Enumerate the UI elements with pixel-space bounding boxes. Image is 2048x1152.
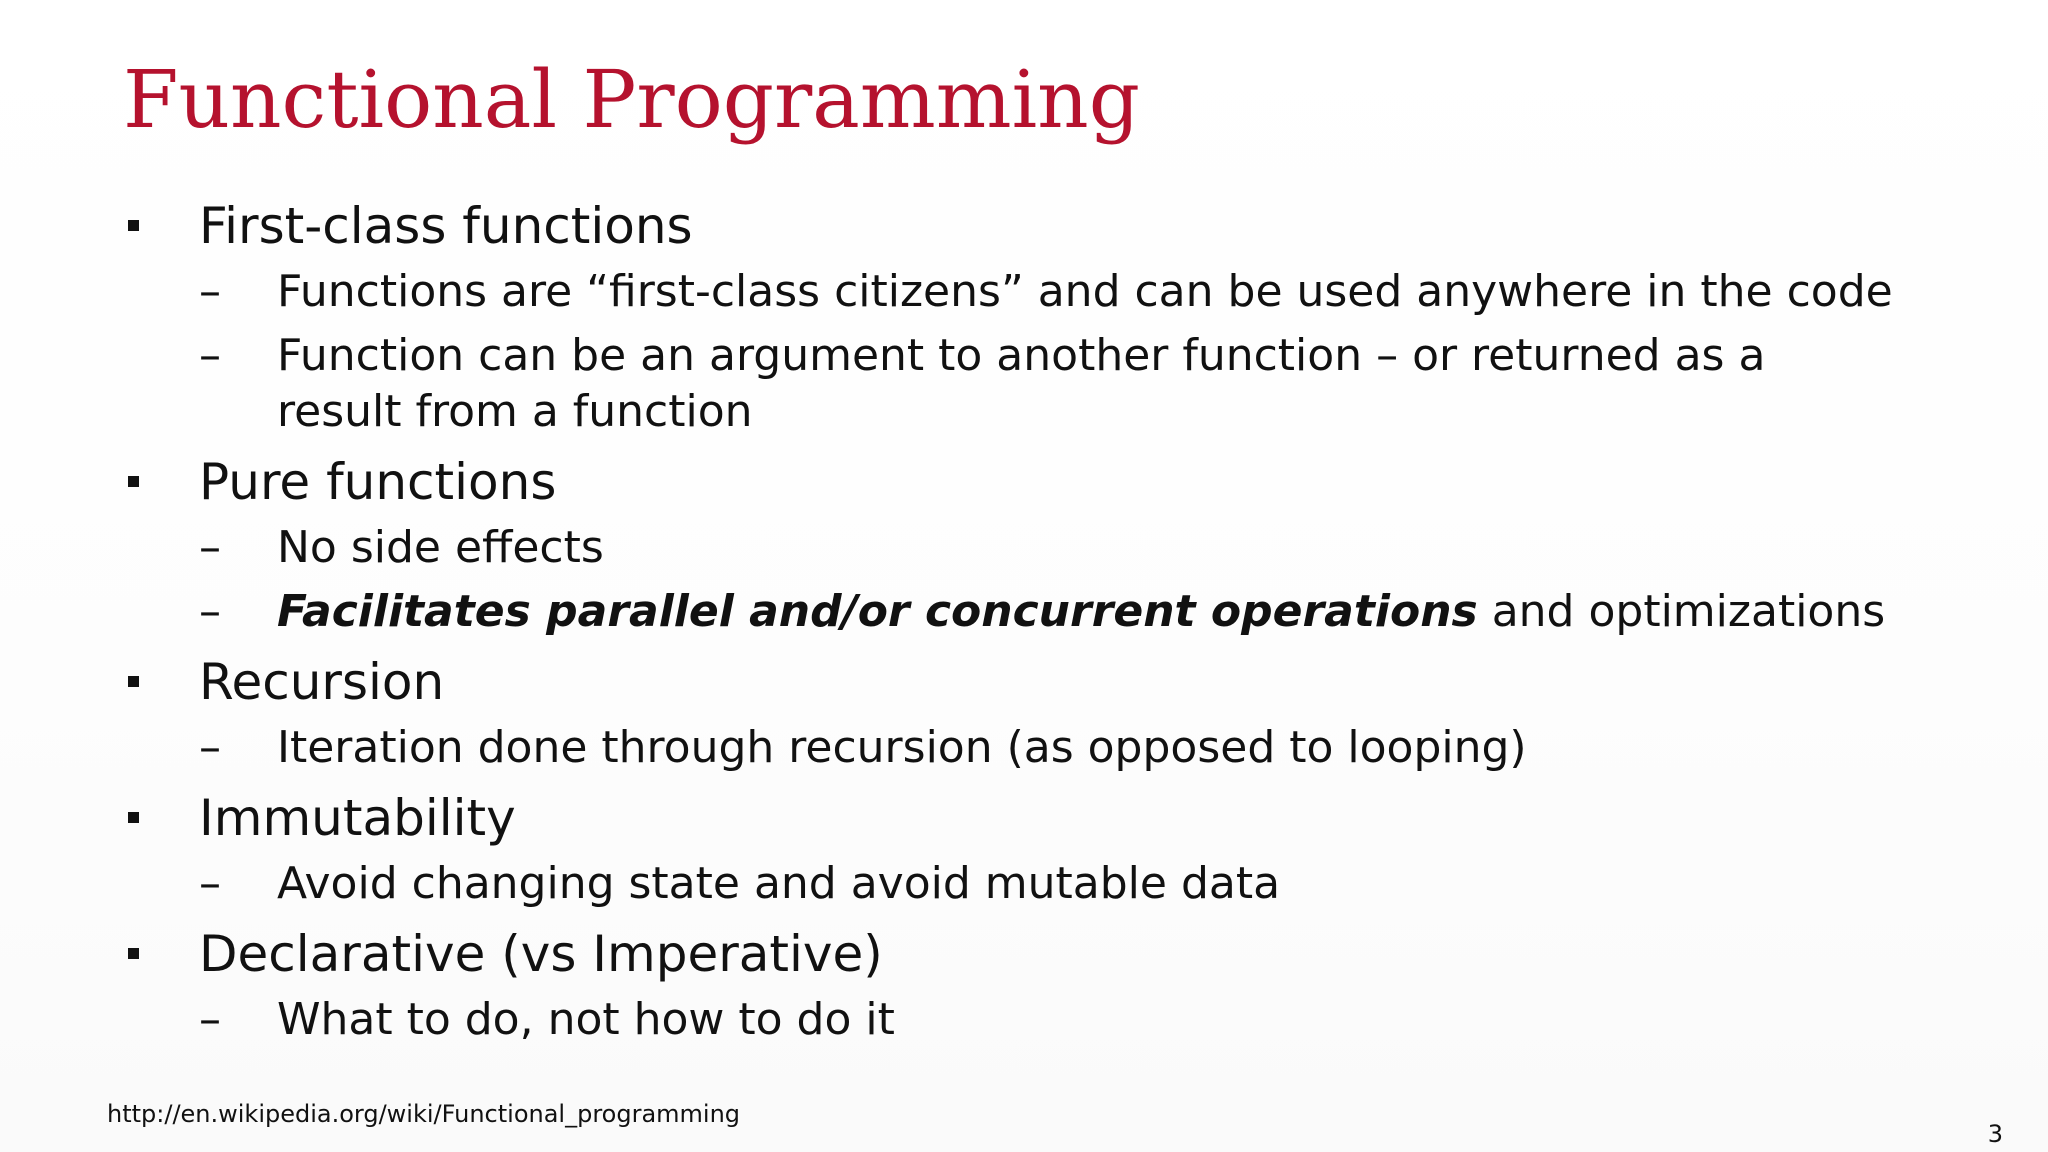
- source-link[interactable]: http://en.wikipedia.org/wiki/Functional_programming: [107, 1100, 741, 1128]
- bullet-immutability: [0, 784, 2048, 852]
- page-number: 3: [1987, 1120, 2003, 1148]
- sub-bullet: [0, 992, 2048, 1048]
- bullet-text: First-class functions: [199, 197, 693, 255]
- bullet-text: Pure functions: [199, 453, 557, 511]
- bullet-pure-functions: [0, 448, 2048, 516]
- sub-bullet-text: What to do, not how to do it: [277, 994, 895, 1045]
- bullet-text: Declarative (vs Imperative): [199, 925, 883, 983]
- sub-bullet: [0, 856, 2048, 912]
- slide-content: [0, 192, 2048, 1056]
- bullet-recursion: [0, 648, 2048, 716]
- bullet-text: Immutability: [199, 789, 516, 847]
- square-bullet-icon: [128, 812, 139, 823]
- square-bullet-icon: [128, 476, 139, 487]
- square-bullet-icon: [128, 676, 139, 687]
- sub-bullet-text: Function can be an argument to another function – or returned as a result from a function: [277, 330, 1766, 437]
- sub-bullet-text: Iteration done through recursion (as opposed to looping): [277, 722, 1527, 773]
- bullet-declarative: [0, 920, 2048, 988]
- sub-bullet: [0, 264, 2048, 320]
- emphasized-text: Facilitates parallel and/or concurrent operations: [277, 586, 1478, 637]
- dash-marker: –: [199, 330, 221, 381]
- dash-marker: –: [199, 586, 221, 637]
- bullet-first-class-functions: [0, 192, 2048, 260]
- dash-marker: –: [199, 858, 221, 909]
- sub-bullet-text: and optimizations: [1477, 586, 1886, 637]
- slide-title: Functional Programming: [123, 53, 1140, 146]
- sub-bullet-text: Functions are “first-class citizens” and can be used anywhere in the code: [277, 266, 1893, 317]
- square-bullet-icon: [128, 220, 139, 231]
- dash-marker: –: [199, 994, 221, 1045]
- sub-bullet: [0, 520, 2048, 576]
- sub-bullet: [0, 328, 1887, 440]
- dash-marker: –: [199, 266, 221, 317]
- square-bullet-icon: [128, 948, 139, 959]
- dash-marker: –: [199, 522, 221, 573]
- sub-bullet-text: No side effects: [277, 522, 604, 573]
- sub-bullet: [0, 720, 2048, 776]
- dash-marker: –: [199, 722, 221, 773]
- sub-bullet-emphasis: [0, 584, 2048, 640]
- bullet-text: Recursion: [199, 653, 445, 711]
- sub-bullet-text: Avoid changing state and avoid mutable data: [277, 858, 1281, 909]
